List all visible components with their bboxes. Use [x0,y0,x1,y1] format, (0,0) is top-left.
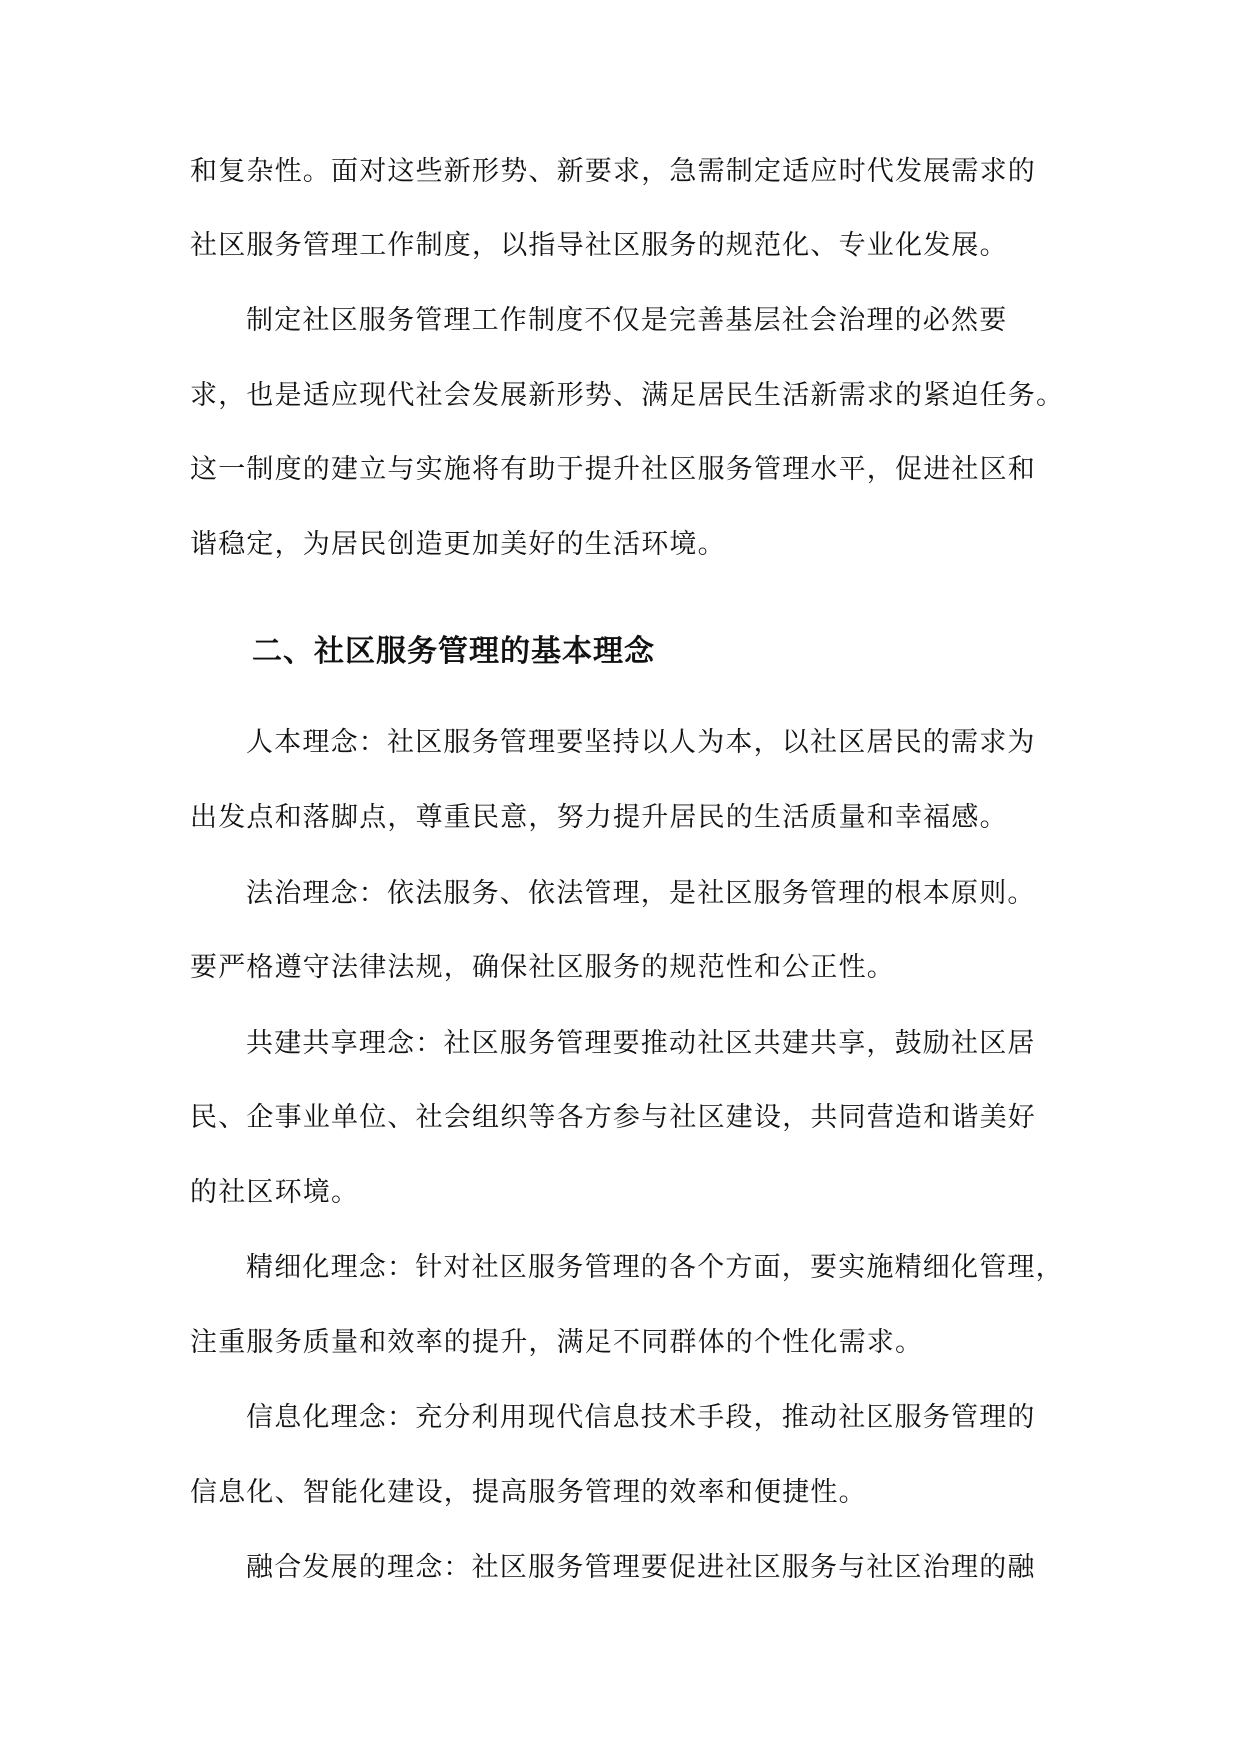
body-text-line: 这一制度的建立与实施将有助于提升社区服务管理水平，促进社区和 [190,454,1036,485]
body-text-line: 精细化理念：针对社区服务管理的各个方面，要实施精细化管理， [246,1252,1064,1283]
body-text-line: 的社区环境。 [190,1177,360,1208]
body-text-line: 人本理念：社区服务管理要坚持以人为本，以社区居民的需求为 [246,727,1036,758]
body-text-line: 注重服务质量和效率的提升，满足不同群体的个性化需求。 [190,1327,924,1358]
body-text-line: 民、企事业单位、社会组织等各方参与社区建设，共同营造和谐美好 [190,1102,1036,1133]
body-text-line: 融合发展的理念：社区服务管理要促进社区服务与社区治理的融 [246,1552,1036,1583]
body-text-line: 信息化理念：充分利用现代信息技术手段，推动社区服务管理的 [246,1402,1036,1433]
body-text-line: 要严格遵守法律法规，确保社区服务的规范性和公正性。 [190,952,895,983]
body-text-line: 求，也是适应现代社会发展新形势、满足居民生活新需求的紧迫任务。 [190,380,1065,411]
body-text-line: 共建共享理念：社区服务管理要推动社区共建共享，鼓励社区居 [246,1028,1036,1059]
body-text-line: 社区服务管理工作制度，以指导社区服务的规范化、专业化发展。 [190,230,1008,261]
body-text-line: 出发点和落脚点，尊重民意，努力提升居民的生活质量和幸福感。 [190,802,1008,833]
body-text-line: 和复杂性。面对这些新形势、新要求，急需制定适应时代发展需求的 [190,156,1036,187]
body-text-line: 法治理念：依法服务、依法管理，是社区服务管理的根本原则。 [246,878,1036,909]
body-text-line: 谐稳定，为居民创造更加美好的生活环境。 [190,529,726,560]
body-text-line: 信息化、智能化建设，提高服务管理的效率和便捷性。 [190,1477,867,1508]
body-text-line: 制定社区服务管理工作制度不仅是完善基层社会治理的必然要 [246,305,1008,336]
section-heading: 二、社区服务管理的基本理念 [252,634,655,669]
